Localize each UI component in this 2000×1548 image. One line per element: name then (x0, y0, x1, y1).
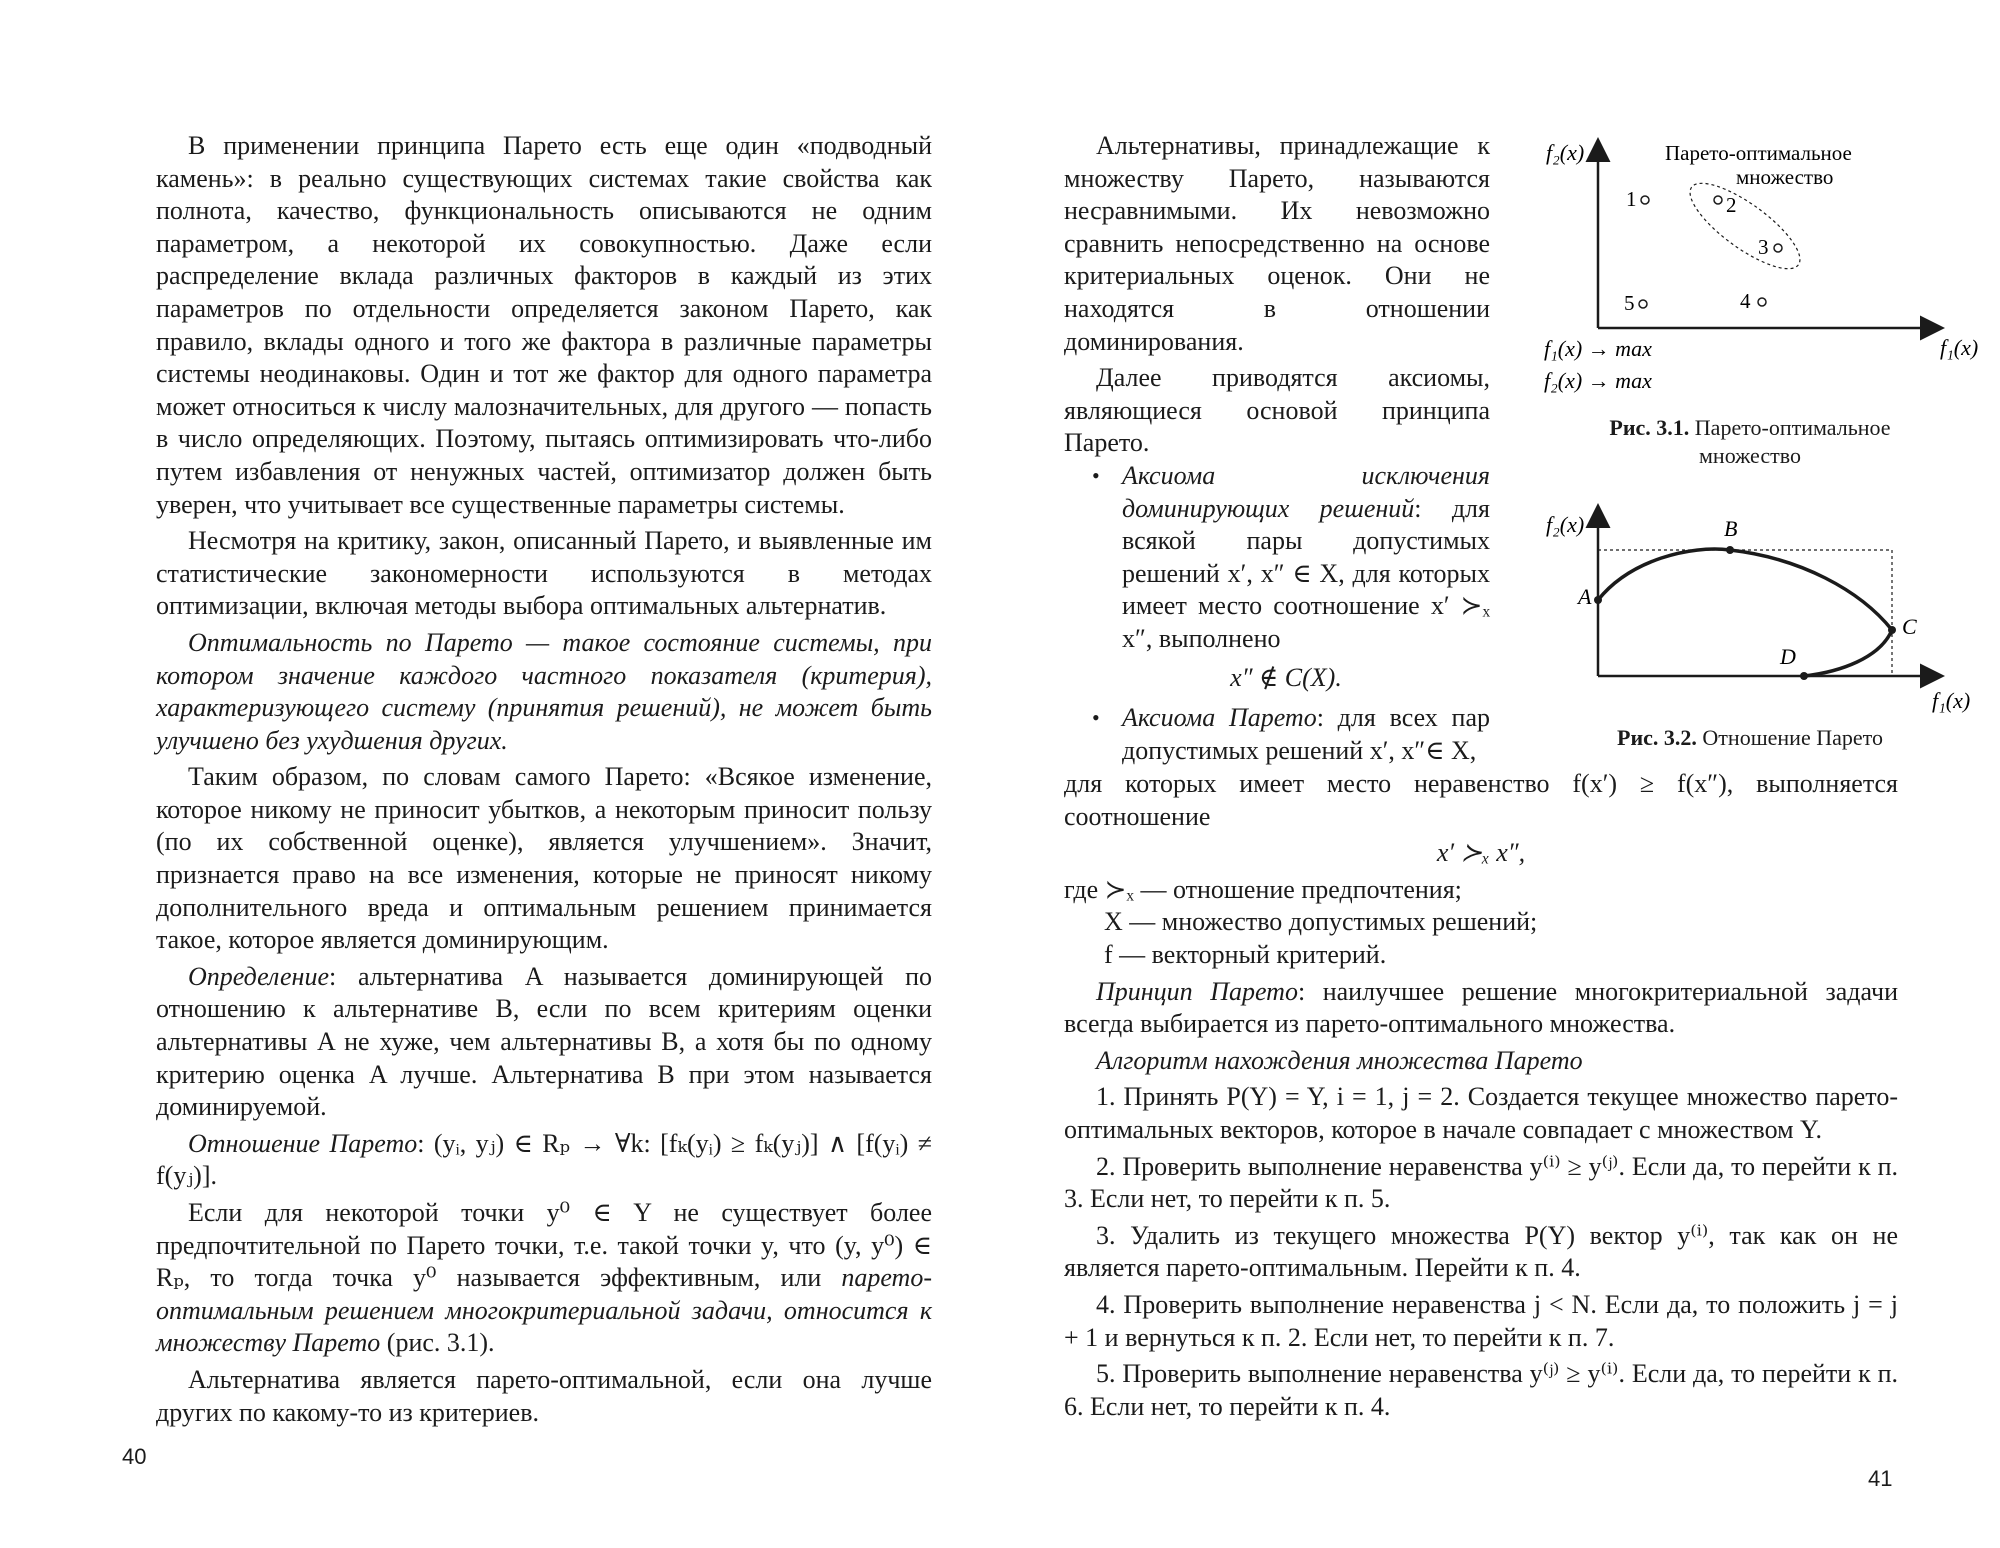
y-axis-label: f₂(x) (1546, 512, 1585, 537)
point-label: D (1780, 644, 1796, 669)
point-label: 5 (1624, 291, 1635, 315)
intro-paragraph: Альтернативы, принадлежащие к множеству Парето, называются несравнимыми. Их невозможно сравнить непосредственно на основе критериальных оценок. Они не находятся в отношении доминирования. (1064, 131, 1490, 356)
algorithm-step: 4. Проверить выполнение неравенства j < N. Если да, то положить j = j + 1 и вернуться к п. 2. Если нет, то перейти к п. 7. (1064, 1289, 1898, 1352)
relation-formula: : (yᵢ, yⱼ) ∈ Rₚ → ∀k: [fₖ(yᵢ) ≥ fₖ(yⱼ)] ∧ [f(yᵢ) ≠ f(yⱼ)]. (156, 1128, 932, 1191)
point-marker (1774, 244, 1782, 252)
axiom-term: Аксиома исключения доминирующих решений (1122, 460, 1490, 523)
efficient-italic: парето-оптимальным решением многокритериальной задачи, относится к множеству Парето (156, 1263, 932, 1358)
axiom-formula: x″ ∉ C(X). (1230, 662, 1342, 692)
axiom-formula: x′ ≻ₓ x″, (1436, 838, 1526, 868)
axiom-term: Аксиома Парето (1122, 703, 1317, 733)
point-label: 3 (1758, 235, 1769, 259)
axiom-continuation: для которых имеет место неравенство f(x′) ≥ f(x″), выполняется соотношение (1064, 769, 1898, 831)
caption-text: Парето-оптимальное множество (1689, 415, 1891, 468)
optimality-definition: Оптимальность по Парето — такое состояние системы, при котором значение каждого частного показателя (критерия), характеризующего систему (принятия решений), не может быть улучшено без ухудшения других. (156, 627, 932, 755)
efficient-plain: Если для некоторой точки y⁰ ∈ Y не существует более предпочтительной по Парето точки, т.е. такой точки y, что (y, y⁰) ∈ Rₚ, то тогда точка y⁰ называется эффективным, или (156, 1198, 932, 1293)
paragraph: Таким образом, по словам самого Парето: «Всякое изменение, которое никому не приносит убытков, а некоторым приносит пользу (по их собственной оценке), является улучшением». Значит, признается право на все изменения, которые не приносят никому дополнительного вреда и оптимальным решением принимается такое, которое является доминирующим. (156, 762, 932, 955)
axiom-item (1064, 460, 1490, 694)
caption-number: Рис. 3.1. (1609, 415, 1690, 440)
principle-term: Принцип Парето (1096, 976, 1298, 1006)
point-marker (1800, 672, 1808, 680)
where-line: где ≻ₓ — отношение предпочтения; (1064, 874, 1462, 904)
algorithm-step: 3. Удалить из текущего множества P(Y) вектор y⁽ⁱ⁾, так как он не является парето-оптимальным. Перейти к п. 4. (1064, 1220, 1898, 1283)
point-label: A (1578, 584, 1592, 609)
max-condition: f₂(x) → max (1544, 368, 1652, 393)
right-main-text (1064, 768, 1898, 1423)
point-marker (1726, 546, 1734, 554)
paragraph: Несмотря на критику, закон, описанный Парето, и выявленные им статистические закономерности используются в методах оптимизации, включая методы выбора оптимальных альтернатив. (156, 526, 932, 621)
figure-caption (1560, 414, 1940, 470)
x-axis-label: f₁(x) (1940, 335, 1979, 360)
right-page (1000, 0, 2000, 1548)
axiom-text: : для всех пар допустимых решений x′, x″∈ X, (1122, 703, 1490, 765)
page-number: 40 (122, 1444, 147, 1469)
definition-text: : альтернатива A называется доминирующей по отношению к альтернативе B, если по всем критериям оценки альтернативы A не хуже, чем альтернативы B, а хотя бы по одному критерию оценка A лучше. Альтернатива B при этом называется доминируемой. (156, 961, 932, 1122)
caption-number: Рис. 3.2. (1617, 725, 1697, 750)
figure-3-2 (1540, 500, 1980, 720)
y-axis-label: f₂(x) (1546, 140, 1585, 165)
algorithm-title: Алгоритм нахождения множества Парето (1096, 1045, 1583, 1075)
where-line: f — векторный критерий. (1104, 939, 1387, 969)
right-top-text (1064, 130, 1490, 767)
x-axis-label: f₁(x) (1932, 688, 1971, 713)
algorithm-step: 5. Проверить выполнение неравенства y⁽ʲ⁾ ≥ y⁽ⁱ⁾. Если да, то перейти к п. 6. Если нет, то перейти к п. 4. (1064, 1359, 1898, 1421)
point-label: B (1724, 516, 1738, 541)
principle-text: : наилучшее решение многокритериальной задачи всегда выбирается из парето-оптимального множества. (1064, 976, 1898, 1039)
axiom-item (1064, 702, 1490, 767)
pareto-curve (1598, 549, 1892, 676)
definition-term: Определение (188, 961, 329, 991)
principle-paragraph (1064, 976, 1898, 1041)
relation-term: Отношение Парето (188, 1128, 418, 1158)
paragraph: В применении принципа Парето есть еще один «подводный камень»: в реально существующих системах такие свойства как полнота, качество, функциональность описываются не одним параметром, а некоторой их совокупностью. Даже если распределение вклада различных факторов в каждый из этих параметров по отдельности определяется законом Парето, как правило, вклады одного и того же фактора в различные параметры системы неодинаковы. Один и тот же фактор для одного параметра может относиться к числу малозначительных, для другого — попасть в число определяющих. Поэтому, пытаясь оптимизировать что-либо путем избавления от ненужных частей, оптимизатор должен быть уверен, что учитывает все существенные параметры системы. (156, 131, 932, 519)
point-marker (1758, 298, 1766, 306)
axiom-list (1064, 460, 1490, 767)
point-marker (1714, 196, 1722, 204)
efficient-paragraph (156, 1197, 932, 1360)
algorithm-step: 1. Принять P(Y) = Y, i = 1, j = 2. Создается текущее множество парето-оптимальных векторов, которое в начале совпадает с множеством Y. (1064, 1082, 1898, 1144)
point-marker (1641, 196, 1649, 204)
point-marker (1639, 300, 1647, 308)
caption-text: Отношение Парето (1696, 725, 1883, 750)
point-marker (1888, 626, 1896, 634)
axiom-text: : для всякой пары допустимых решений x′, x″ ∈ X, для которых имеет место соотношение x′ ≻ₓ x″, выполнено (1122, 493, 1490, 653)
left-text-column (156, 130, 932, 1429)
set-label: множество (1736, 165, 1834, 189)
algorithm-step: 2. Проверить выполнение неравенства y⁽ⁱ⁾ ≥ y⁽ʲ⁾. Если да, то перейти к п. 3. Если нет, то перейти к п. 5. (1064, 1151, 1898, 1214)
point-label: 4 (1740, 289, 1751, 313)
relation-paragraph (156, 1128, 932, 1193)
efficient-tail: (рис. 3.1). (380, 1328, 495, 1358)
axioms-intro: Далее приводятся аксиомы, являющиеся основой принципа Парето. (1064, 363, 1490, 458)
figure-caption (1560, 724, 1940, 752)
paragraph: Альтернатива является парето-оптимальной, если она лучше других по какому-то из критериев. (156, 1364, 932, 1427)
max-condition: f₁(x) → max (1544, 336, 1652, 361)
set-label: Парето-оптимальное (1665, 141, 1852, 165)
page-number: 41 (1868, 1466, 1893, 1491)
point-label: 2 (1726, 193, 1737, 217)
definition-paragraph (156, 961, 932, 1124)
where-line: X — множество допустимых решений; (1104, 907, 1538, 937)
point-label: 1 (1626, 187, 1637, 211)
figure-3-1 (1540, 130, 1980, 400)
point-label: C (1902, 614, 1917, 639)
point-marker (1594, 596, 1602, 604)
